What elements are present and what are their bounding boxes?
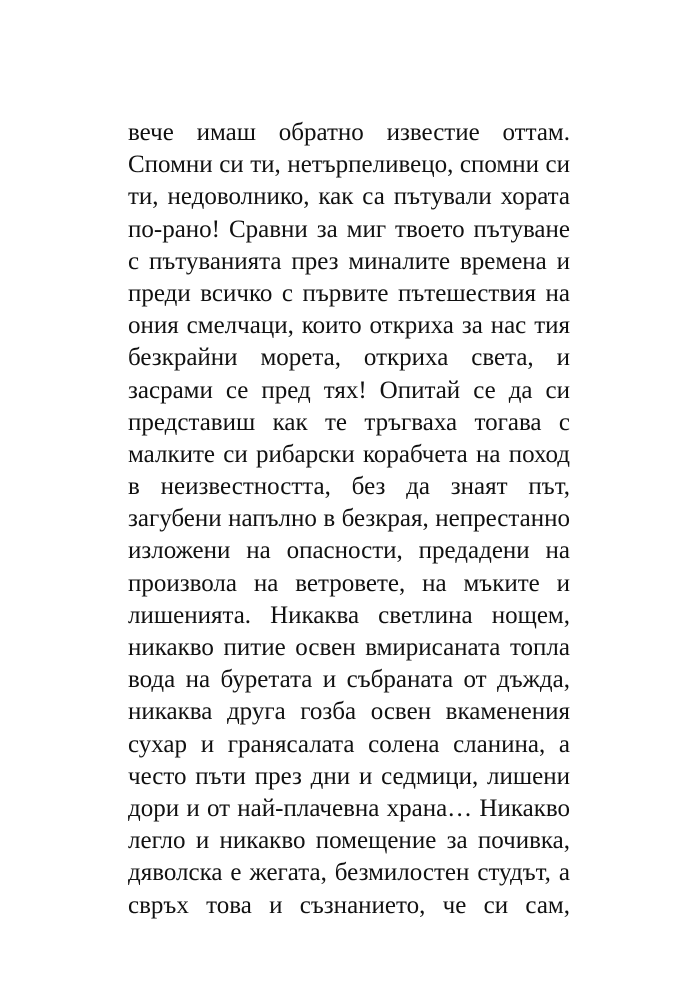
text-line: никаква друга гозба освен вкаменения <box>128 698 570 726</box>
text-line: малките си рибарски корабчета на поход <box>128 440 570 468</box>
text-line: ония смелчаци, които откриха за нас тия <box>128 312 570 340</box>
text-line: загубени напълно в безкрая, непрестанно <box>128 505 570 533</box>
text-line: произвола на ветровете, на мъките и <box>128 569 570 597</box>
text-line: ти, недоволнико, как са пътували хората <box>128 183 570 211</box>
text-line: изложени на опасности, предадени на <box>128 537 570 565</box>
text-line: дяволска е жегата, безмилостен студът, а <box>128 859 570 887</box>
text-line: безкрайни морета, откриха света, и <box>128 344 570 372</box>
text-line: Спомни си ти, нетърпеливецо, спомни си <box>128 151 570 179</box>
text-line: преди всичко с първите пътешествия на <box>128 279 570 307</box>
text-line: вода на буретата и събраната от дъжда, <box>128 666 570 694</box>
text-line: в неизвестността, без да знаят път, <box>128 473 570 501</box>
text-line: по-рано! Сравни за миг твоето пътуване <box>128 215 570 243</box>
text-line: лишенията. Никаква светлина нощем, <box>128 601 570 629</box>
text-line: легло и никакво помещение за почивка, <box>128 827 570 855</box>
body-text <box>128 117 570 922</box>
text-line: дори и от най-плачевна храна… Никакво <box>128 794 570 822</box>
text-line: никакво питие освен вмирисаната топла <box>128 634 570 661</box>
text-line: свръх това и съзнанието, че си сам, <box>128 891 570 919</box>
text-line: вече имаш обратно известие оттам. <box>128 119 570 146</box>
text-line: представиш как те тръгваха тогава с <box>128 408 570 436</box>
text-line: сухар и гранясалата солена сланина, а <box>128 730 570 758</box>
text-line: често пъти през дни и седмици, лишени <box>128 762 570 790</box>
text-line: с пътуванията през миналите времена и <box>128 247 570 275</box>
text-line: засрами се пред тях! Опитай се да си <box>128 376 570 404</box>
